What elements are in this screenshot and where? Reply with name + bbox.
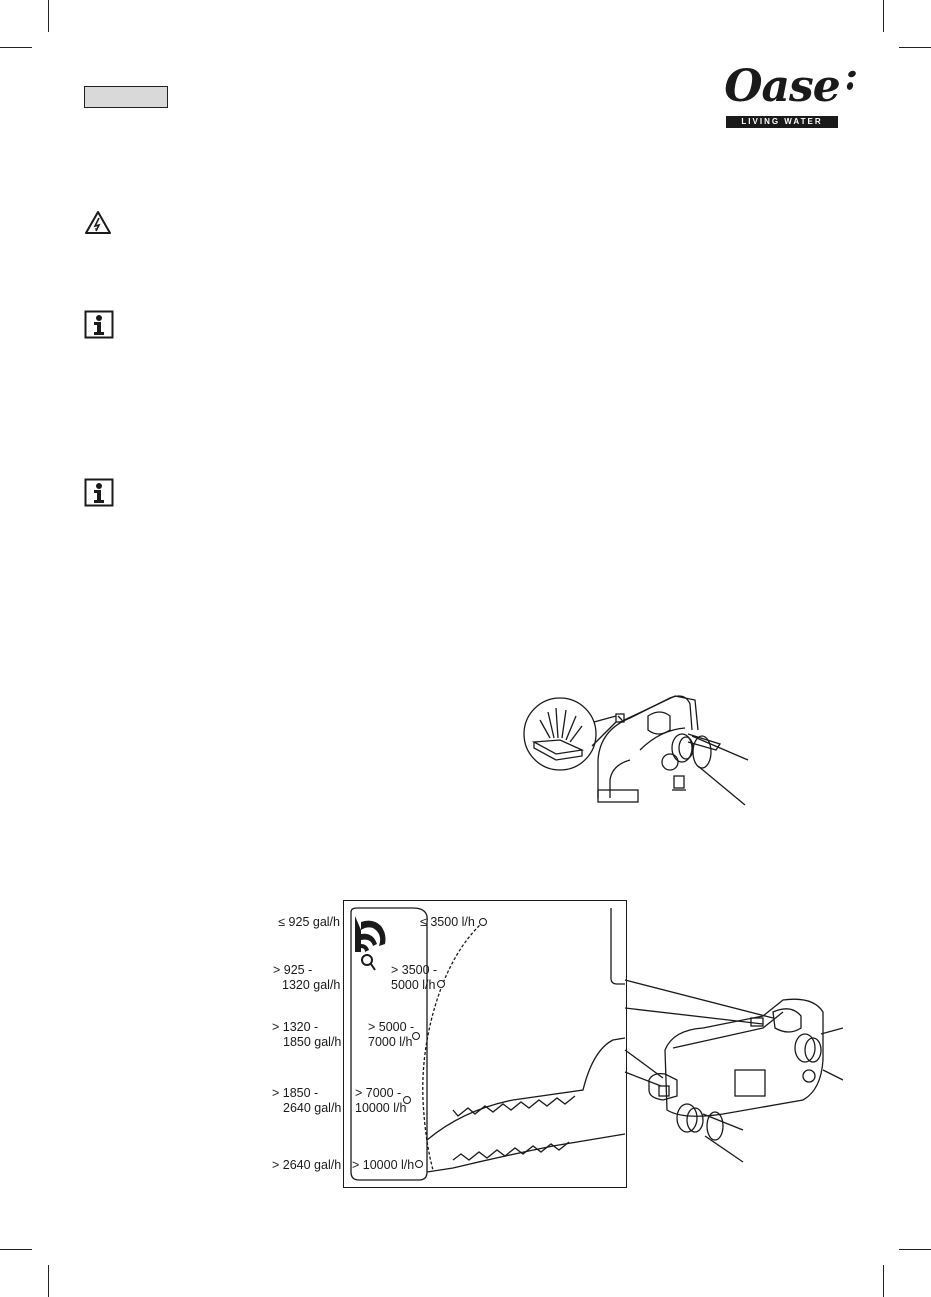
crop-mark [48,1265,49,1297]
flow-scale-drawing [343,900,843,1190]
lh-label [355,1086,406,1116]
crop-mark [883,1265,884,1297]
language-box [84,86,168,108]
crop-mark [0,1249,32,1250]
logo-drops-icon [844,68,858,98]
gal-label-line: 1320 gal/h [282,978,341,992]
lh-label [420,915,475,930]
lh-label-line: 10000 l/h [355,1101,407,1115]
info-icon [84,478,114,507]
gal-label [272,1020,341,1050]
lh-label [391,963,437,993]
gal-label-line: > 1320 - [272,1020,319,1034]
lh-label [368,1020,414,1050]
crop-mark [899,1249,931,1250]
gal-label-line: 2640 gal/h [283,1101,342,1115]
info-icon [84,310,114,339]
lh-label-line: > 10000 l/h [352,1158,415,1172]
lh-label-line: > 7000 - [355,1086,402,1100]
oase-logo [716,62,856,132]
gal-label-line: 1850 gal/h [283,1035,342,1049]
lh-label-line: 7000 l/h [368,1035,413,1049]
lh-label [352,1158,414,1173]
gal-label-line: ≤ 925 gal/h [278,915,340,929]
crop-mark [899,47,931,48]
crop-mark [0,47,32,48]
gal-label [272,1158,341,1173]
device-indicator-illustration [520,690,750,810]
gal-label [240,915,340,930]
logo-tagline: LIVING WATER [726,116,838,128]
gal-label-line: > 925 - [273,963,313,977]
logo-wordmark: Oase [724,61,840,112]
lh-label-line: > 5000 - [368,1020,415,1034]
lh-label-line: 5000 l/h [391,978,436,992]
crop-mark [883,0,884,32]
crop-mark [48,0,49,32]
electric-warning-icon [84,210,112,235]
lh-label-line: ≤ 3500 l/h [420,915,475,929]
gal-label [272,1086,341,1116]
lh-label-line: > 3500 - [391,963,438,977]
gal-label-line: > 2640 gal/h [272,1158,342,1172]
gal-label-line: > 1850 - [272,1086,319,1100]
gal-label [273,963,340,993]
